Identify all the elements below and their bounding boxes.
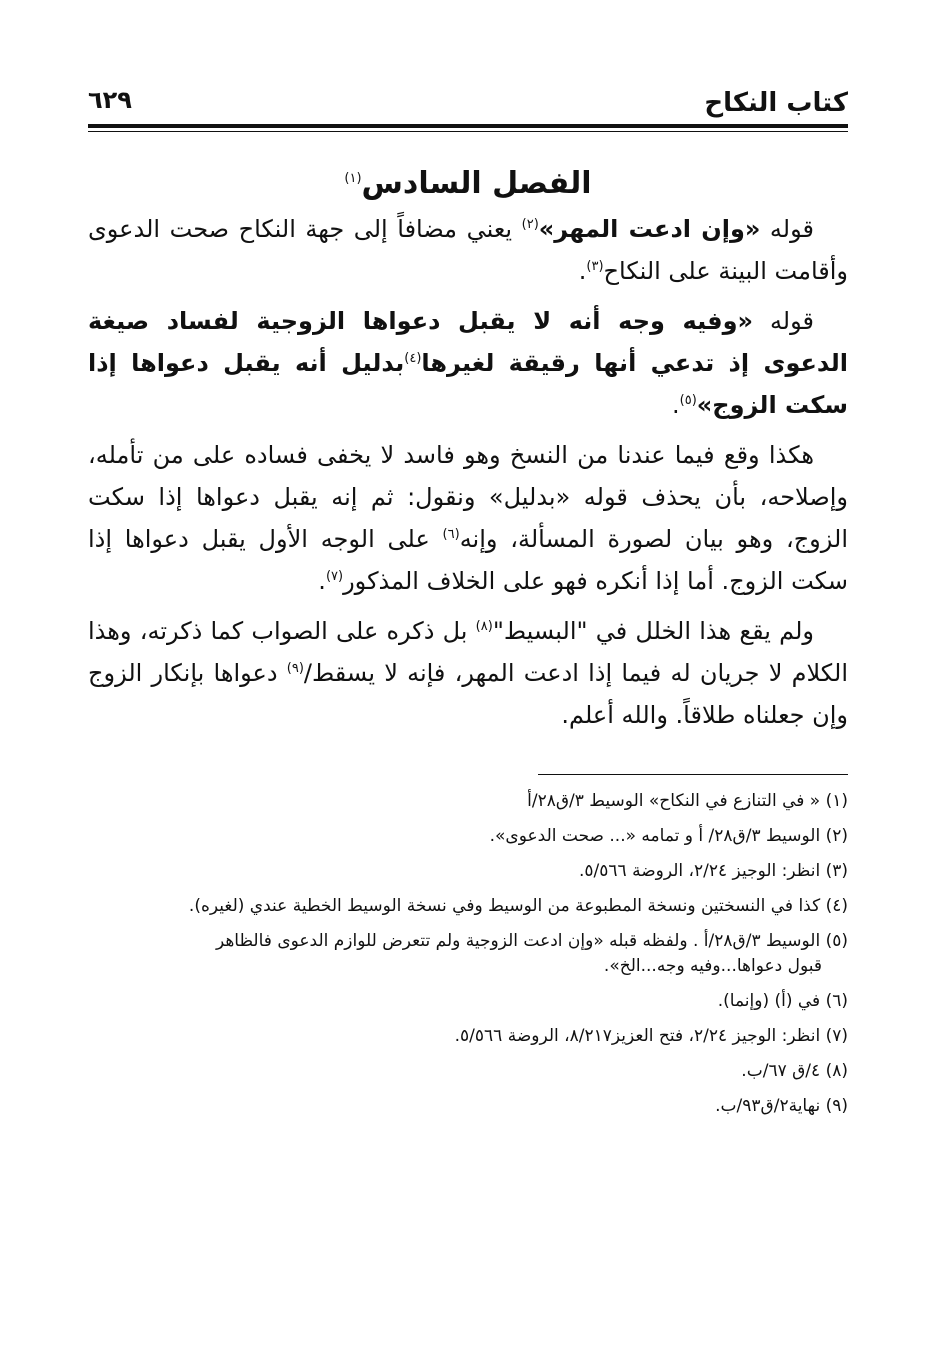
chapter-title: الفصل السادس (361, 166, 592, 201)
quoted-text: «وإن ادعت المهر» (538, 215, 761, 243)
footnote-1: (١) « في التنازع في النكاح» الوسيط ٣/ق٢٨/أ (527, 791, 848, 811)
paragraph-1 (88, 208, 848, 292)
quoted-text: بدليل أنه يقبل دعواها إذا سكت الزوج» (88, 349, 848, 419)
footnote-5 (88, 929, 848, 979)
header-rule-thick (88, 124, 848, 128)
book-page (88, 82, 848, 1352)
header-page-number: ٦٢٩ (88, 86, 132, 114)
footnote-4: (٤) كذا في النسختين ونسخة المطبوعة من الوسيط وفي نسخة الوسيط الخطية عندي (لغيره). (188, 896, 848, 916)
footnote-ref: (٥) (679, 393, 697, 408)
paragraph-3 (88, 434, 848, 602)
paragraph-text: هكذا وقع فيما عندنا من النسخ وهو فاسد لا يخفى فساده على من تأمله، وإصلاحه، بأن يحذف قوله «بدليل» ونقول: ثم إنه يقبل دعواها إذا سكت الزوج، وهو بيان لصورة المسألة، وإنه (88, 441, 848, 553)
header-double-rule (88, 124, 848, 132)
paragraph-text: ولم يقع هذا الخلل في "البسيط" (492, 617, 814, 645)
footnote-6: (٦) في (أ) (وإنما). (717, 991, 848, 1011)
footnote-9: (٩) نهاية٢/ق٩٣/ب. (715, 1096, 848, 1116)
paragraph-text: دعواها بإنكار الزوج وإن جعلناه طلاقاً. والله أعلم. (88, 659, 848, 729)
header-rule-thin (88, 131, 848, 132)
header-book-title: كتاب النكاح (704, 88, 848, 118)
footnote-3: (٣) انظر: الوجيز ٢/٢٤، الروضة ٥/٥٦٦. (579, 861, 848, 881)
paragraph-text: بل ذكره على الصواب كما ذكرته، وهذا الكلام لا جريان له فيما إذا ادعت المهر، فإنه لا يسقط/ (88, 617, 849, 687)
footnote-separator (538, 774, 848, 775)
paragraph-text: يعني مضافاً إلى جهة النكاح صحت الدعوى وأقامت البينة على النكاح (88, 215, 848, 285)
footnote-ref: (٩) (286, 661, 304, 676)
footnote-ref: (٦) (442, 527, 460, 542)
footnote-ref: (٢) (521, 217, 539, 232)
chapter-heading (88, 162, 848, 206)
footnote-ref: (٣) (586, 259, 604, 274)
footnote-ref: (٨) (475, 619, 493, 634)
body-text (88, 208, 848, 736)
footnote-8: (٨) ٤/ق ٦٧/ب. (741, 1061, 848, 1081)
paragraph-text: على الوجه الأول يقبل دعواها إذا سكت الزوج. أما إذا أنكره فهو على الخلاف المذكور (88, 525, 848, 595)
paragraph-text: قوله (760, 215, 814, 243)
footnote-5-text: (٥) الوسيط ٣/ق٢٨/أ . ولفظه قبله «وإن ادعت الزوجية ولم تتعرض للوازم الدعوى فالظاهر (215, 931, 848, 951)
chapter-note-ref: (١) (344, 171, 362, 186)
paragraph-text: . (318, 567, 326, 595)
paragraph-4 (88, 610, 848, 736)
footnote-ref: (٤) (404, 351, 422, 366)
footnote-2: (٢) الوسيط ٣/ق٢٨/ أ و تمامه «... صحت الدعوى». (489, 826, 848, 846)
footnote-ref: (٧) (325, 569, 344, 584)
running-header (88, 82, 848, 122)
footnote-5-continuation: قبول دعواها...وفيه وجه...الخ». (603, 956, 822, 976)
quoted-text: «وفيه وجه أنه لا يقبل دعواها الزوجية لفساد صيغة الدعوى إذ تدعي أنها رقيقة لغيرها (88, 307, 848, 377)
paragraph-text: . (672, 391, 680, 419)
paragraph-2 (88, 300, 848, 426)
paragraph-text: قوله (753, 307, 814, 335)
footnotes (88, 789, 848, 1119)
footnote-7: (٧) انظر: الوجيز ٢/٢٤، فتح العزيز٨/٢١٧، الروضة ٥/٥٦٦. (454, 1026, 848, 1046)
paragraph-text: . (578, 257, 587, 285)
